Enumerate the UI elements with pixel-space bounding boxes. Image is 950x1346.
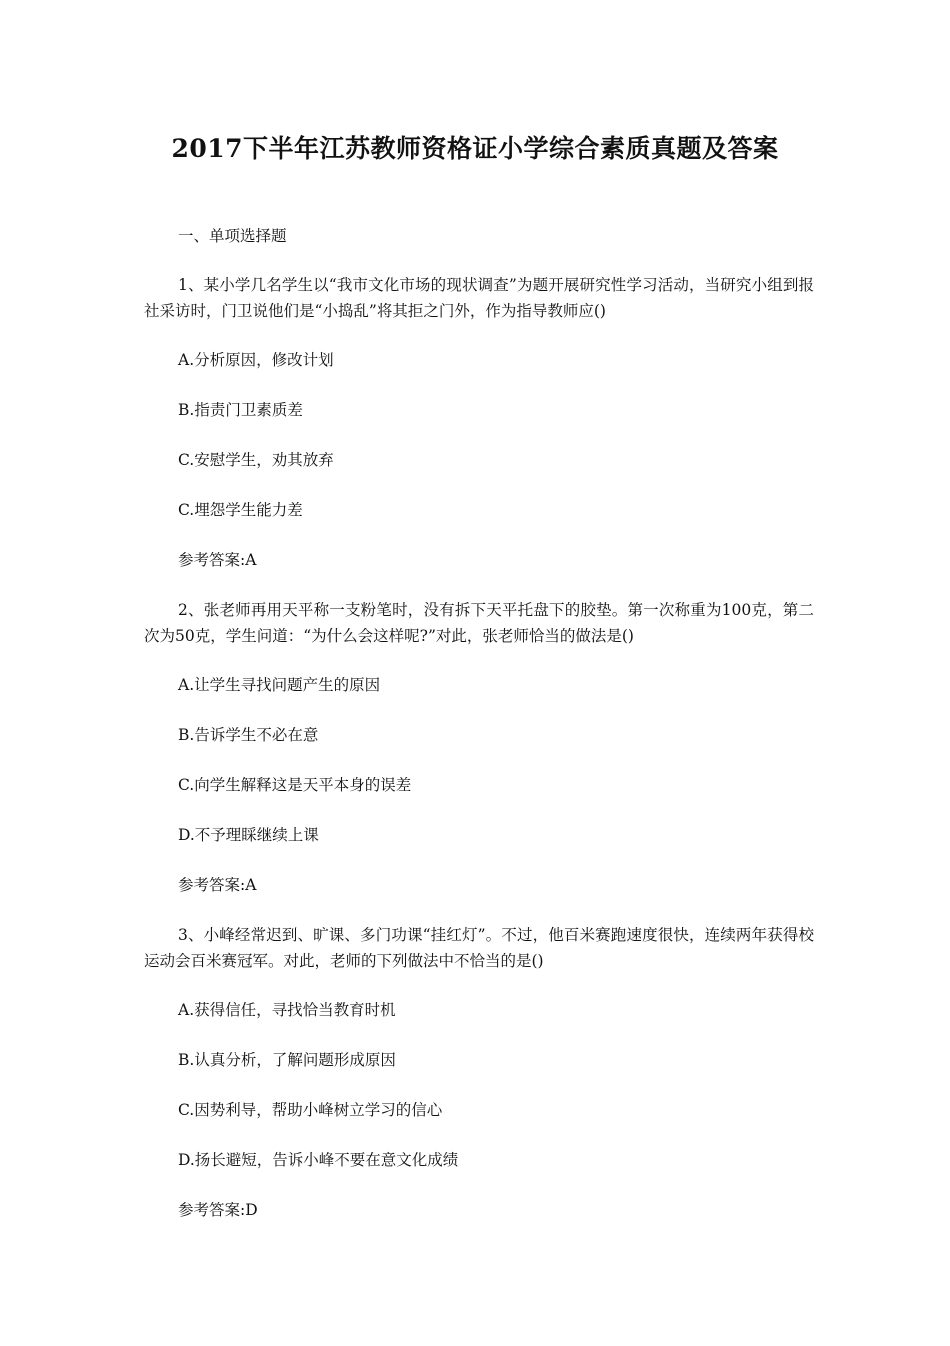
question-3-answer: 参考答案:D [178,1201,258,1219]
question-2-option-a: A.让学生寻找问题产生的原因 [178,676,381,694]
question-3-option-b: B.认真分析，了解问题形成原因 [178,1051,396,1069]
question-2-option-d: D.不予理睬继续上课 [178,826,319,844]
document-title: 2017下半年江苏教师资格证小学综合素质真题及答案 [171,134,779,163]
question-3-stem: 3、小峰经常迟到、旷课、多门功课“挂红灯”。不过，他百米赛跑速度很快，连续两年获得校运动会百米赛冠军。对此，老师的下列做法中不恰当的是() [144,926,814,970]
question-1-option-a: A.分析原因，修改计划 [178,351,334,369]
question-2-answer: 参考答案:A [178,876,257,894]
question-1-stem: 1、某小学几名学生以“我市文化市场的现状调查”为题开展研究性学习活动，当研究小组到报社采访时，门卫说他们是“小捣乱”将其拒之门外，作为指导教师应() [144,276,814,320]
question-3-option-d: D.扬长避短，告诉小峰不要在意文化成绩 [178,1151,459,1169]
question-1-option-d: C.埋怨学生能力差 [178,501,303,519]
question-1-option-c: C.安慰学生，劝其放弃 [178,451,334,469]
question-2-option-b: B.告诉学生不必在意 [178,726,319,744]
question-3-option-c: C.因势利导，帮助小峰树立学习的信心 [178,1101,443,1119]
question-2-option-c: C.向学生解释这是天平本身的误差 [178,776,412,794]
question-2-stem: 2、张老师再用天平称一支粉笔时，没有拆下天平托盘下的胶垫。第一次称重为100克，第二次为50克，学生问道：“为什么会这样呢?”对此，张老师恰当的做法是() [144,601,814,645]
section-heading: 一、单项选择题 [178,227,287,245]
question-3-option-a: A.获得信任，寻找恰当教育时机 [178,1001,396,1019]
question-1-answer: 参考答案:A [178,551,257,569]
question-1-option-b: B.指责门卫素质差 [178,401,303,419]
